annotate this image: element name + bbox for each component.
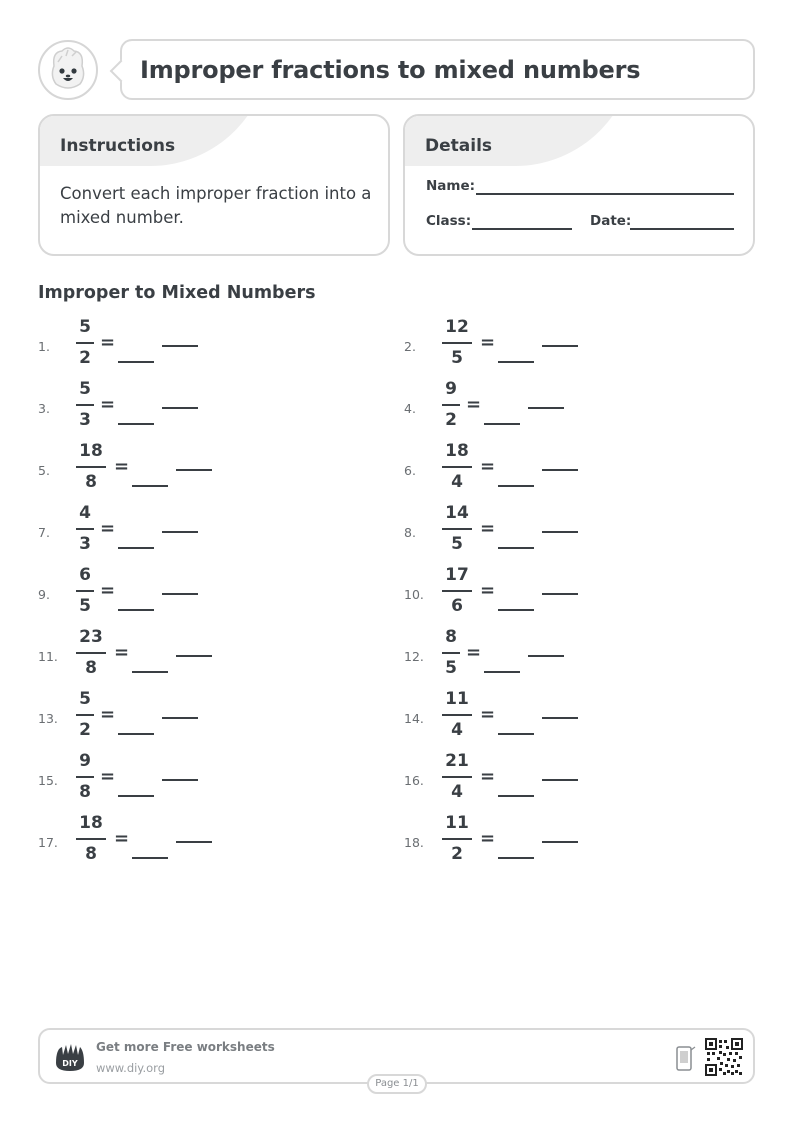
problem-item (404, 378, 704, 438)
equals-sign: = (100, 580, 116, 601)
problem-number: 9. (38, 587, 50, 602)
instructions-panel (38, 114, 390, 256)
problem-number: 16. (404, 773, 424, 788)
equals-sign: = (100, 518, 116, 539)
answer-fraction-blank[interactable] (542, 345, 578, 347)
answer-whole-blank[interactable] (484, 671, 520, 673)
answer-whole-blank[interactable] (498, 547, 534, 549)
numerator: 18 (445, 441, 469, 461)
answer-fraction-blank[interactable] (162, 345, 198, 347)
mascot-icon (40, 42, 96, 98)
fraction (76, 564, 94, 617)
equals-sign: = (114, 456, 130, 477)
answer-whole-blank[interactable] (132, 671, 168, 673)
problem-item (404, 688, 704, 748)
answer-fraction-blank[interactable] (176, 841, 212, 843)
numerator: 17 (445, 565, 469, 585)
numerator: 9 (79, 751, 91, 771)
numerator: 18 (79, 441, 103, 461)
problem-item (38, 812, 338, 872)
problem-number: 17. (38, 835, 58, 850)
problem-item (38, 626, 338, 686)
instructions-heading: Instructions (60, 136, 176, 156)
denominator: 8 (85, 472, 97, 492)
problem-item (404, 812, 704, 872)
fraction-bar (76, 404, 94, 406)
fraction-bar (442, 466, 472, 468)
problem-number: 1. (38, 339, 50, 354)
fraction (442, 812, 472, 865)
answer-whole-blank[interactable] (498, 361, 534, 363)
problem-item (404, 626, 704, 686)
answer-fraction-blank[interactable] (542, 779, 578, 781)
numerator: 11 (445, 813, 469, 833)
fraction (442, 688, 472, 741)
answer-fraction-blank[interactable] (176, 469, 212, 471)
problem-number: 7. (38, 525, 50, 540)
fraction (76, 378, 94, 431)
details-panel (403, 114, 755, 256)
denominator: 5 (451, 348, 463, 368)
fraction-bar (76, 714, 94, 716)
equals-sign: = (480, 828, 496, 849)
name-label: Name: (426, 178, 476, 194)
answer-fraction-blank[interactable] (528, 655, 564, 657)
problem-item (38, 502, 338, 562)
problem-item (404, 440, 704, 500)
answer-fraction-blank[interactable] (162, 717, 198, 719)
answer-whole-blank[interactable] (118, 733, 154, 735)
numerator: 9 (445, 379, 457, 399)
answer-fraction-blank[interactable] (162, 779, 198, 781)
denominator: 4 (451, 472, 463, 492)
denominator: 5 (79, 596, 91, 616)
qr-code-icon[interactable] (705, 1038, 743, 1076)
answer-whole-blank[interactable] (132, 485, 168, 487)
problem-number: 5. (38, 463, 50, 478)
numerator: 6 (79, 565, 91, 585)
diy-logo-icon (54, 1043, 86, 1073)
date-field[interactable] (630, 228, 734, 230)
numerator: 5 (79, 689, 91, 709)
fraction-bar (76, 590, 94, 592)
denominator: 8 (85, 844, 97, 864)
answer-whole-blank[interactable] (498, 857, 534, 859)
fraction-bar (76, 838, 106, 840)
phone-icon (674, 1044, 696, 1072)
answer-fraction-blank[interactable] (542, 469, 578, 471)
answer-whole-blank[interactable] (484, 423, 520, 425)
name-field[interactable] (476, 193, 734, 195)
fraction-bar (76, 776, 94, 778)
answer-whole-blank[interactable] (498, 733, 534, 735)
denominator: 5 (451, 534, 463, 554)
problem-item (38, 316, 338, 376)
problem-number: 18. (404, 835, 424, 850)
answer-whole-blank[interactable] (118, 795, 154, 797)
fraction (76, 626, 106, 679)
numerator: 14 (445, 503, 469, 523)
numerator: 21 (445, 751, 469, 771)
fraction-bar (442, 590, 472, 592)
fraction-bar (442, 652, 460, 654)
problem-number: 14. (404, 711, 424, 726)
answer-fraction-blank[interactable] (162, 593, 198, 595)
denominator: 2 (451, 844, 463, 864)
section-title: Improper to Mixed Numbers (38, 283, 316, 303)
problem-number: 3. (38, 401, 50, 416)
problem-item (38, 750, 338, 810)
answer-fraction-blank[interactable] (542, 841, 578, 843)
answer-whole-blank[interactable] (118, 609, 154, 611)
equals-sign: = (466, 642, 482, 663)
problem-number: 6. (404, 463, 416, 478)
problem-number: 10. (404, 587, 424, 602)
date-label: Date: (590, 213, 632, 229)
denominator: 6 (451, 596, 463, 616)
fraction (76, 316, 94, 369)
fraction-bar (442, 528, 472, 530)
denominator: 5 (445, 658, 457, 678)
denominator: 2 (79, 720, 91, 740)
answer-fraction-blank[interactable] (176, 655, 212, 657)
mascot-avatar (38, 40, 98, 100)
fraction (442, 626, 460, 679)
problem-item (38, 440, 338, 500)
answer-whole-blank[interactable] (498, 485, 534, 487)
instructions-text: Convert each improper fraction into a mixed number. (60, 184, 372, 227)
problem-number: 12. (404, 649, 424, 664)
fraction-bar (442, 342, 472, 344)
equals-sign: = (466, 394, 482, 415)
details-heading: Details (425, 136, 493, 156)
fraction-bar (76, 466, 106, 468)
answer-whole-blank[interactable] (118, 361, 154, 363)
class-label: Class: (426, 213, 472, 229)
fraction-bar (442, 838, 472, 840)
problem-item (404, 502, 704, 562)
fraction (442, 564, 472, 617)
numerator: 4 (79, 503, 91, 523)
fraction (442, 316, 472, 369)
problem-number: 11. (38, 649, 58, 664)
denominator: 4 (451, 720, 463, 740)
numerator: 5 (79, 317, 91, 337)
equals-sign: = (100, 704, 116, 725)
answer-whole-blank[interactable] (118, 547, 154, 549)
problem-number: 13. (38, 711, 58, 726)
page-title: Improper fractions to mixed numbers (140, 55, 641, 84)
answer-whole-blank[interactable] (132, 857, 168, 859)
problem-item (404, 750, 704, 810)
title-box (120, 39, 755, 100)
denominator: 2 (79, 348, 91, 368)
fraction (76, 812, 106, 865)
problem-item (404, 564, 704, 624)
answer-whole-blank[interactable] (118, 423, 154, 425)
equals-sign: = (480, 456, 496, 477)
equals-sign: = (480, 332, 496, 353)
problem-number: 4. (404, 401, 416, 416)
answer-whole-blank[interactable] (498, 609, 534, 611)
fraction-bar (442, 776, 472, 778)
problem-number: 15. (38, 773, 58, 788)
equals-sign: = (100, 394, 116, 415)
problem-number: 8. (404, 525, 416, 540)
fraction (442, 378, 460, 431)
numerator: 8 (445, 627, 457, 647)
class-field[interactable] (472, 228, 572, 230)
answer-fraction-blank[interactable] (528, 407, 564, 409)
numerator: 18 (79, 813, 103, 833)
numerator: 23 (79, 627, 103, 647)
denominator: 8 (79, 782, 91, 802)
fraction (442, 750, 472, 803)
problem-item (38, 688, 338, 748)
denominator: 8 (85, 658, 97, 678)
numerator: 5 (79, 379, 91, 399)
equals-sign: = (480, 518, 496, 539)
equals-sign: = (480, 580, 496, 601)
problem-item (38, 564, 338, 624)
fraction (76, 688, 94, 741)
denominator: 4 (451, 782, 463, 802)
denominator: 3 (79, 410, 91, 430)
answer-fraction-blank[interactable] (542, 531, 578, 533)
fraction (76, 440, 106, 493)
footer-url[interactable]: www.diy.org (96, 1061, 165, 1075)
answer-fraction-blank[interactable] (162, 407, 198, 409)
answer-whole-blank[interactable] (498, 795, 534, 797)
fraction (76, 502, 94, 555)
footer-promo-text: Get more Free worksheets (96, 1040, 275, 1054)
denominator: 3 (79, 534, 91, 554)
numerator: 12 (445, 317, 469, 337)
equals-sign: = (480, 704, 496, 725)
equals-sign: = (100, 332, 116, 353)
answer-fraction-blank[interactable] (162, 531, 198, 533)
numerator: 11 (445, 689, 469, 709)
fraction (76, 750, 94, 803)
problem-number: 2. (404, 339, 416, 354)
equals-sign: = (114, 642, 130, 663)
denominator: 2 (445, 410, 457, 430)
answer-fraction-blank[interactable] (542, 593, 578, 595)
page-indicator: Page 1/1 (367, 1074, 427, 1094)
equals-sign: = (100, 766, 116, 787)
fraction-bar (76, 342, 94, 344)
equals-sign: = (114, 828, 130, 849)
fraction (442, 502, 472, 555)
problem-item (38, 378, 338, 438)
diy-logo-text: DIY (62, 1059, 78, 1068)
fraction-bar (442, 714, 472, 716)
fraction-bar (76, 652, 106, 654)
fraction-bar (76, 528, 94, 530)
equals-sign: = (480, 766, 496, 787)
fraction-bar (442, 404, 460, 406)
answer-fraction-blank[interactable] (542, 717, 578, 719)
fraction (442, 440, 472, 493)
problem-item (404, 316, 704, 376)
